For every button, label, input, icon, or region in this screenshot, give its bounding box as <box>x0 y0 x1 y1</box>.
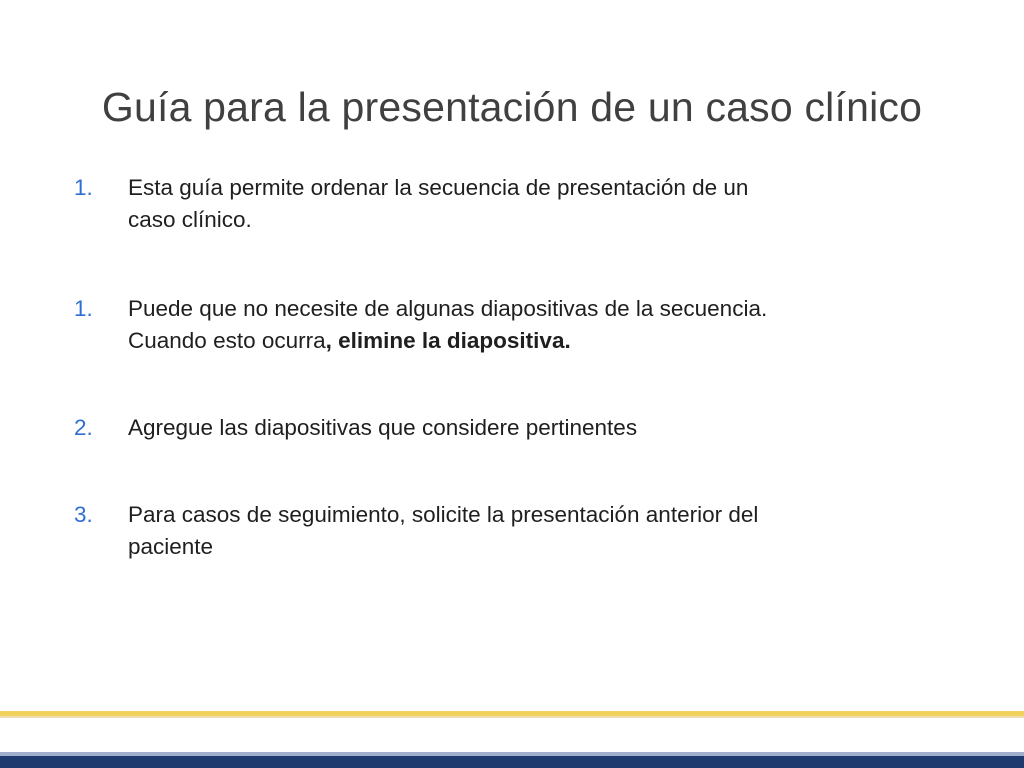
list-item-line: Esta guía permite ordenar la secuencia de presentación de un <box>128 175 749 200</box>
list-item <box>72 293 932 357</box>
footer-gold-shadow <box>0 716 1024 718</box>
list-item-text <box>128 172 932 236</box>
list-item-line: Para casos de seguimiento, solicite la presentación anterior del <box>128 502 759 527</box>
list-item-line: Puede que no necesite de algunas diapositivas de la secuencia. <box>128 296 768 321</box>
list-item-text <box>128 412 932 444</box>
slide-title: Guía para la presentación de un caso clínico <box>101 84 923 130</box>
list-item-text <box>128 293 932 357</box>
list-item-number: 2. <box>74 415 93 440</box>
list-item-number: 1. <box>74 296 93 321</box>
list-item <box>72 412 932 444</box>
list-item-line: Agregue las diapositivas que considere pertinentes <box>128 415 638 440</box>
footer-navy-band <box>0 756 1024 768</box>
list-item-number: 1. <box>74 175 93 200</box>
list-item-text <box>128 499 932 563</box>
numbered-list <box>72 172 932 563</box>
list-item-emphasis: , elimine la diapositiva. <box>325 328 571 353</box>
list-item-line: paciente <box>128 534 214 559</box>
list-item-number: 3. <box>74 502 93 527</box>
list-item <box>72 499 932 563</box>
list-item <box>72 172 932 236</box>
list-item-line: caso clínico. <box>128 207 252 232</box>
list-item-line: Cuando esto ocurra <box>128 328 326 353</box>
